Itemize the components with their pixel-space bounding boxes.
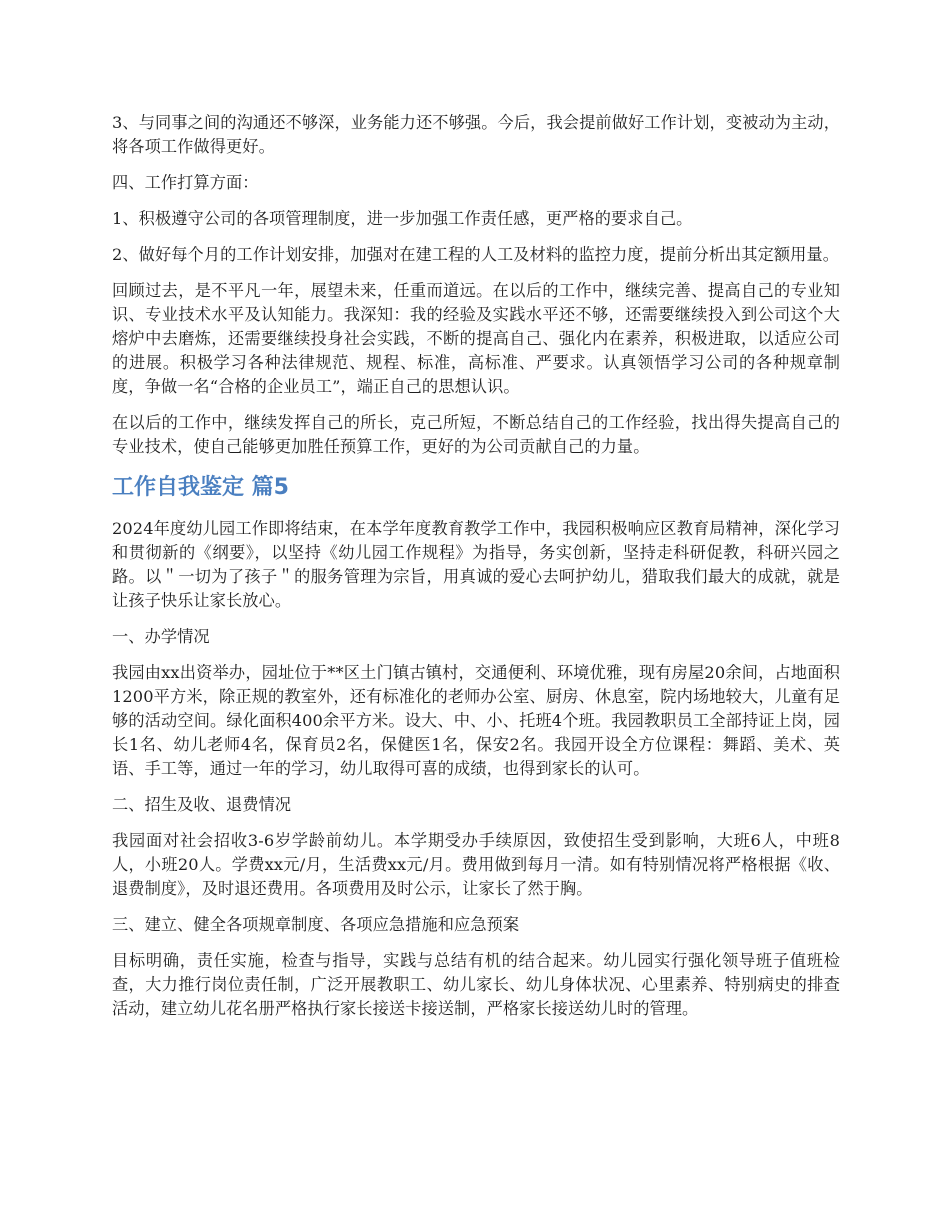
- paragraph-communication: 3、与同事之间的沟通还不够深，业务能力还不够强。今后，我会提前做好工作计划，变被动为主动，将各项工作做得更好。: [112, 113, 840, 156]
- section-enrollment-title: 二、招生及收、退费情况: [112, 795, 292, 814]
- paragraph-regulations: 目标明确，责任实施，检查与指导，实践与总结有机的结合起来。幼儿园实行强化领导班子值班检查，大力推行岗位责任制，广泛开展教职工、幼儿家长、幼儿身体状况、心里素养、特别病史的排查活动，建立幼儿花名册严格执行家长接送卡接送制，严格家长接送幼儿时的管理。: [112, 951, 840, 1018]
- paragraph-enrollment: 我园面对社会招收3-6岁学龄前幼儿。本学期受办手续原因，致使招生受到影响，大班6人，中班8人，小班20人。学费xx元/月，生活费xx元/月。费用做到每月一清。如有特别情况将严格根据《收、退费制度》，及时退还费用。各项费用及时公示，让家长了然于胸。: [112, 831, 840, 898]
- document-body: [112, 111, 840, 1033]
- paragraph-school-status: 我园由xx出资举办，园址位于**区土门镇古镇村，交通便利、环境优雅，现有房屋20余间，占地面积1200平方米，除正规的教室外，还有标准化的老师办公室、厨房、休息室，院内场地较大，儿童有足够的活动空间。绿化面积400余平方米。设大、中、小、托班4个班。我园教职员工全部持证上岗，园长1名、幼儿老师4名，保育员2名，保健医1名，保安2名。我园开设全方位课程：舞蹈、美术、英语、手工等，通过一年的学习，幼儿取得可喜的成绩，也得到家长的认可。: [112, 663, 840, 778]
- paragraph-plan-2: 2、做好每个月的工作计划安排，加强对在建工程的人工及材料的监控力度，提前分析出其定额用量。: [112, 245, 840, 264]
- section-school-status-title: 一、办学情况: [112, 627, 210, 646]
- paragraph-future: 在以后的工作中，继续发挥自己的所长，克己所短，不断总结自己的工作经验，找出得失提高自己的专业技术，使自己能够更加胜任预算工作，更好的为公司贡献自己的力量。: [112, 413, 840, 456]
- section-regulations-title: 三、建立、健全各项规章制度、各项应急措施和应急预案: [112, 915, 520, 934]
- paragraph-plan-1: 1、积极遵守公司的各项管理制度，进一步加强工作责任感，更严格的要求自己。: [112, 209, 693, 228]
- section-work-plan-title: 四、工作打算方面：: [112, 173, 259, 192]
- paragraph-intro: 2024年度幼儿园工作即将结束，在本学年度教育教学工作中，我园积极响应区教育局精神，深化学习和贯彻新的《纲要》，以坚持《幼儿园工作规程》为指导，务实创新，坚持走科研促教，科研兴园之路。以＂一切为了孩子＂的服务管理为宗旨，用真诚的爱心去呵护幼儿，猎取我们最大的成就，就是让孩子快乐让家长放心。: [112, 519, 840, 610]
- section-heading: 工作自我鉴定 篇5: [112, 475, 289, 500]
- paragraph-review: 回顾过去，是不平凡一年，展望未来，任重而道远。在以后的工作中，继续完善、提高自己的专业知识、专业技术水平及认知能力。我深知：我的经验及实践水平还不够，还需要继续投入到公司这个大熔炉中去磨炼，还需要继续投身社会实践，不断的提高自己、强化内在素养，积极进取，以适应公司的进展。积极学习各种法律规范、规程、标准，高标准、严要求。认真领悟学习公司的各种规章制度，争做一名“合格的企业员工”，端正自己的思想认识。: [112, 281, 840, 396]
